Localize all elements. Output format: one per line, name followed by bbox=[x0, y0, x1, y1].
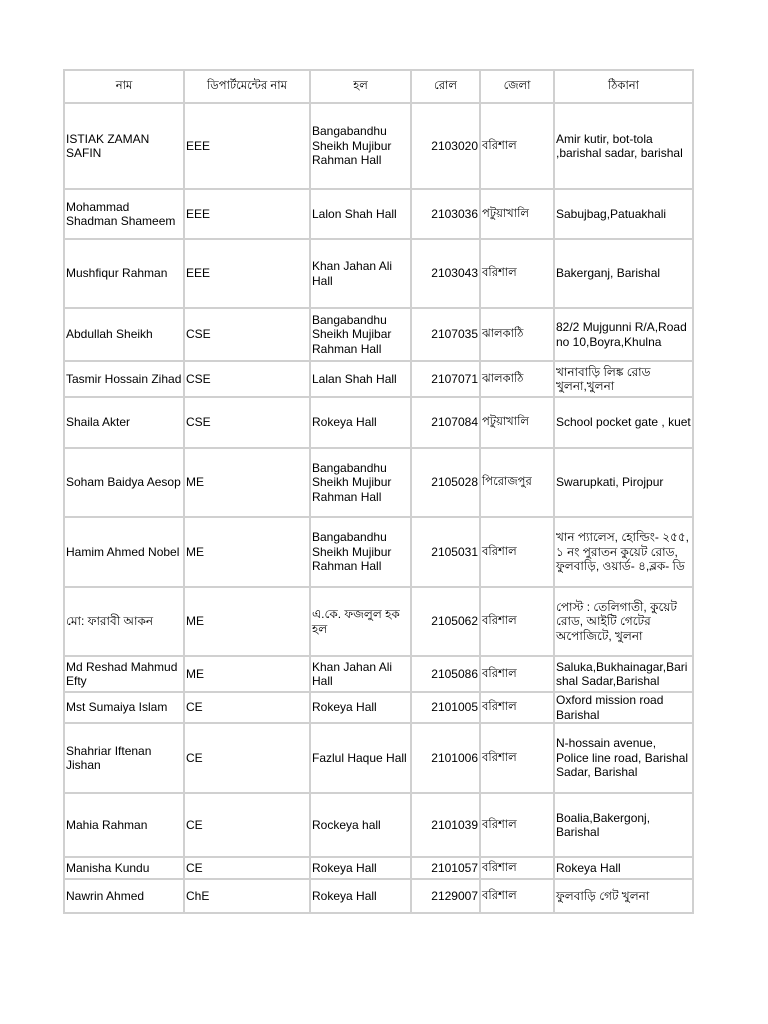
table-row bbox=[64, 517, 693, 587]
cell-district: বরিশাল bbox=[480, 793, 554, 857]
cell-hall: Rokeya Hall bbox=[310, 692, 411, 723]
cell-district: বরিশাল bbox=[480, 239, 554, 308]
cell-department: ME bbox=[184, 587, 310, 656]
cell-district: বরিশাল bbox=[480, 879, 554, 913]
cell-department: ChE bbox=[184, 879, 310, 913]
cell-department: EEE bbox=[184, 189, 310, 239]
cell-address: Rokeya Hall bbox=[554, 857, 693, 879]
cell-roll: 2101006 bbox=[411, 723, 480, 793]
cell-name: ISTIAK ZAMAN SAFIN bbox=[64, 103, 184, 189]
cell-roll: 2129007 bbox=[411, 879, 480, 913]
cell-department: EEE bbox=[184, 103, 310, 189]
table-row bbox=[64, 239, 693, 308]
cell-department: CE bbox=[184, 692, 310, 723]
cell-roll: 2101005 bbox=[411, 692, 480, 723]
header-roll: রোল bbox=[411, 70, 480, 103]
cell-name: Manisha Kundu bbox=[64, 857, 184, 879]
cell-hall: Bangabandhu Sheikh Mujibar Rahman Hall bbox=[310, 308, 411, 361]
cell-address: School pocket gate , kuet bbox=[554, 397, 693, 448]
cell-hall: Bangabandhu Sheikh Mujibur Rahman Hall bbox=[310, 448, 411, 517]
cell-hall: Fazlul Haque Hall bbox=[310, 723, 411, 793]
cell-hall: Rokeya Hall bbox=[310, 857, 411, 879]
cell-roll: 2103036 bbox=[411, 189, 480, 239]
cell-hall: এ.কে. ফজলুল হক হল bbox=[310, 587, 411, 656]
cell-hall: Khan Jahan Ali Hall bbox=[310, 239, 411, 308]
cell-department: CE bbox=[184, 857, 310, 879]
cell-name: Mohammad Shadman Shameem bbox=[64, 189, 184, 239]
table-row bbox=[64, 656, 693, 692]
cell-address: Swarupkati, Pirojpur bbox=[554, 448, 693, 517]
cell-address: খানাবাড়ি লিঙ্ক রোড খুলনা,খুলনা bbox=[554, 361, 693, 397]
cell-district: ঝালকাঠি bbox=[480, 308, 554, 361]
cell-name: Tasmir Hossain Zihad bbox=[64, 361, 184, 397]
header-district: জেলা bbox=[480, 70, 554, 103]
cell-district: পটুয়াখালি bbox=[480, 189, 554, 239]
cell-name: Shaila Akter bbox=[64, 397, 184, 448]
cell-address: 82/2 Mujgunni R/A,Road no 10,Boyra,Khulna bbox=[554, 308, 693, 361]
table-header-row bbox=[64, 70, 693, 103]
table-row bbox=[64, 361, 693, 397]
cell-name: মো: ফারাবী আকন bbox=[64, 587, 184, 656]
cell-hall: Rockeya hall bbox=[310, 793, 411, 857]
header-name: নাম bbox=[64, 70, 184, 103]
table-row bbox=[64, 879, 693, 913]
cell-roll: 2107035 bbox=[411, 308, 480, 361]
cell-roll: 2105062 bbox=[411, 587, 480, 656]
cell-name: Mahia Rahman bbox=[64, 793, 184, 857]
cell-department: ME bbox=[184, 517, 310, 587]
cell-roll: 2101039 bbox=[411, 793, 480, 857]
cell-hall: Bangabandhu Sheikh Mujibur Rahman Hall bbox=[310, 103, 411, 189]
header-address: ঠিকানা bbox=[554, 70, 693, 103]
table-row bbox=[64, 793, 693, 857]
cell-name: Mst Sumaiya Islam bbox=[64, 692, 184, 723]
cell-roll: 2105028 bbox=[411, 448, 480, 517]
cell-hall: Lalon Shah Hall bbox=[310, 189, 411, 239]
cell-roll: 2107071 bbox=[411, 361, 480, 397]
cell-name: Mushfiqur Rahman bbox=[64, 239, 184, 308]
cell-name: Hamim Ahmed Nobel bbox=[64, 517, 184, 587]
cell-district: বরিশাল bbox=[480, 103, 554, 189]
cell-name: Shahriar Iftenan Jishan bbox=[64, 723, 184, 793]
cell-roll: 2101057 bbox=[411, 857, 480, 879]
cell-roll: 2105086 bbox=[411, 656, 480, 692]
cell-address: Sabujbag,Patuakhali bbox=[554, 189, 693, 239]
table-body bbox=[64, 103, 693, 913]
cell-department: CSE bbox=[184, 308, 310, 361]
table-row bbox=[64, 397, 693, 448]
cell-address: ফুলবাড়ি গেট খুলনা bbox=[554, 879, 693, 913]
cell-district: বরিশাল bbox=[480, 692, 554, 723]
table-row bbox=[64, 103, 693, 189]
header-department: ডিপার্টমেন্টের নাম bbox=[184, 70, 310, 103]
cell-department: CSE bbox=[184, 361, 310, 397]
cell-hall: Bangabandhu Sheikh Mujibur Rahman Hall bbox=[310, 517, 411, 587]
cell-roll: 2103020 bbox=[411, 103, 480, 189]
cell-roll: 2103043 bbox=[411, 239, 480, 308]
table-row bbox=[64, 723, 693, 793]
table-row bbox=[64, 857, 693, 879]
cell-district: পিরোজপুর bbox=[480, 448, 554, 517]
cell-district: বরিশাল bbox=[480, 656, 554, 692]
cell-district: বরিশাল bbox=[480, 723, 554, 793]
cell-address: Boalia,Bakergonj, Barishal bbox=[554, 793, 693, 857]
cell-address: N-hossain avenue, Police line road, Barishal Sadar, Barishal bbox=[554, 723, 693, 793]
table-row bbox=[64, 189, 693, 239]
cell-department: CE bbox=[184, 793, 310, 857]
cell-hall: Lalan Shah Hall bbox=[310, 361, 411, 397]
cell-department: ME bbox=[184, 656, 310, 692]
cell-roll: 2105031 bbox=[411, 517, 480, 587]
cell-department: EEE bbox=[184, 239, 310, 308]
cell-address: Amir kutir, bot-tola ,barishal sadar, barishal bbox=[554, 103, 693, 189]
cell-address: Oxford mission road Barishal bbox=[554, 692, 693, 723]
cell-hall: Rokeya Hall bbox=[310, 397, 411, 448]
cell-name: Soham Baidya Aesop bbox=[64, 448, 184, 517]
cell-hall: Rokeya Hall bbox=[310, 879, 411, 913]
cell-hall: Khan Jahan Ali Hall bbox=[310, 656, 411, 692]
table-row bbox=[64, 308, 693, 361]
student-table bbox=[63, 69, 694, 914]
cell-district: বরিশাল bbox=[480, 857, 554, 879]
cell-address: Saluka,Bukhainagar,Barishal Sadar,Barishal bbox=[554, 656, 693, 692]
cell-name: Abdullah Sheikh bbox=[64, 308, 184, 361]
cell-address: Bakerganj, Barishal bbox=[554, 239, 693, 308]
cell-department: ME bbox=[184, 448, 310, 517]
cell-address: পোস্ট : তেলিগাতী, কুয়েট রোড, আইটি গেটের অপোজিটে, খুলনা bbox=[554, 587, 693, 656]
cell-district: ঝালকাঠি bbox=[480, 361, 554, 397]
cell-roll: 2107084 bbox=[411, 397, 480, 448]
table-row bbox=[64, 587, 693, 656]
table-row bbox=[64, 692, 693, 723]
cell-department: CE bbox=[184, 723, 310, 793]
cell-district: বরিশাল bbox=[480, 587, 554, 656]
cell-department: CSE bbox=[184, 397, 310, 448]
cell-district: পটুয়াখালি bbox=[480, 397, 554, 448]
cell-name: Nawrin Ahmed bbox=[64, 879, 184, 913]
cell-name: Md Reshad Mahmud Efty bbox=[64, 656, 184, 692]
cell-address: খান প্যালেস, হোল্ডিং- ২৫৫, ১ নং পুরাতন কুয়েট রোড, ফুলবাড়ি, ওয়ার্ড- ৪,ব্লক- ডি bbox=[554, 517, 693, 587]
cell-district: বরিশাল bbox=[480, 517, 554, 587]
table-row bbox=[64, 448, 693, 517]
header-hall: হল bbox=[310, 70, 411, 103]
